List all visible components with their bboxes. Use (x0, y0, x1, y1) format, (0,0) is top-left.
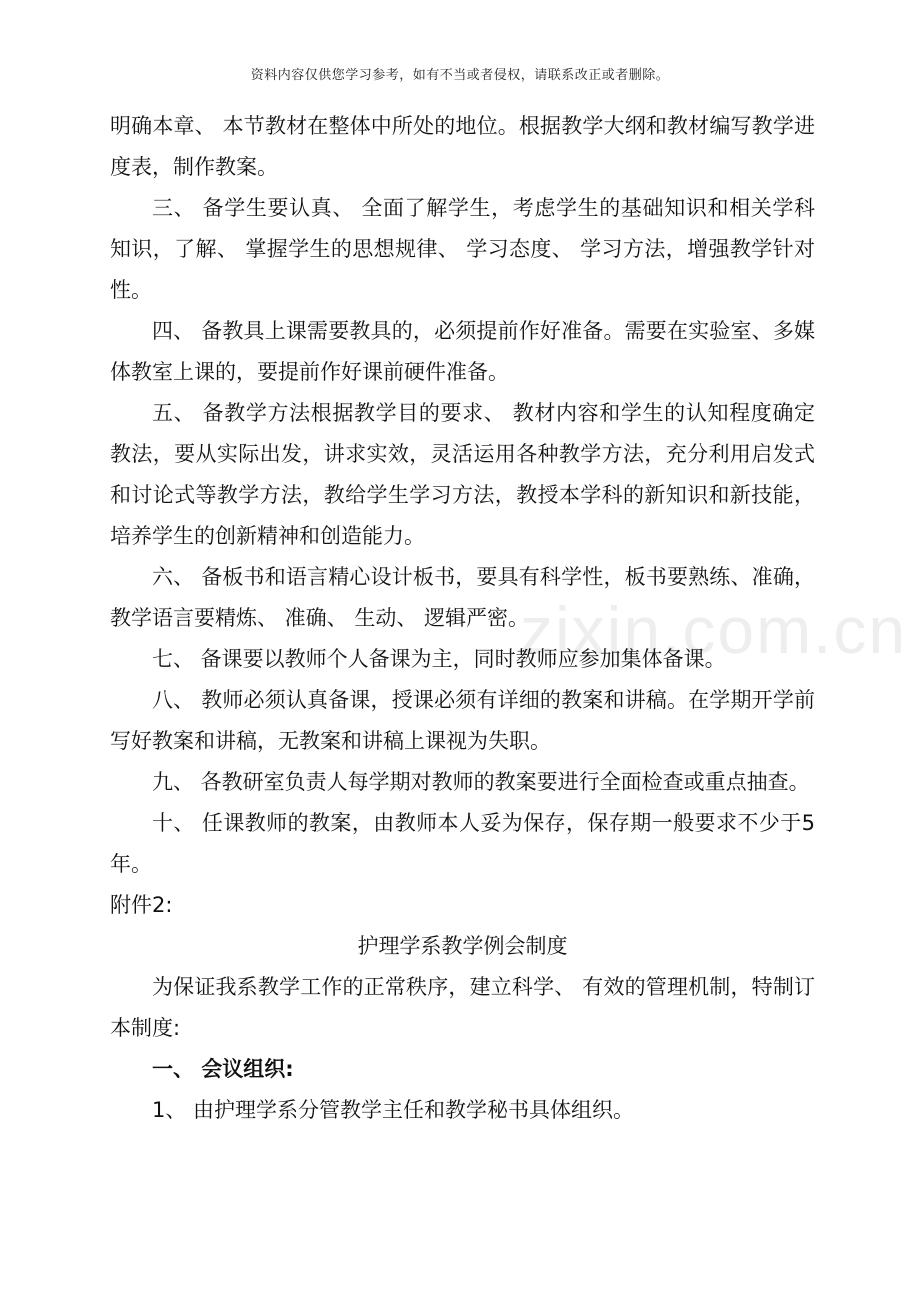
subheading-meeting-organization: 一、 会议组织: (152, 1057, 294, 1081)
paragraph-purpose: 为保证我系教学工作的正常秩序，建立科学、 有效的管理机制，特制订本制度: (110, 975, 815, 1040)
section-title: 护理学系教学例会制度 (357, 934, 568, 958)
header-disclaimer: 资料内容仅供您学习参考，如有不当或者侵权，请联系改正或者删除。 (250, 68, 670, 83)
paragraph-item-5: 五、 备教学方法根据教学目的要求、 教材内容和学生的认知程度确定教法，要从实际出发，讲求实效，灵活运用各种教学方法，充分利用启发式和讨论式等教学方法，教给学生学习方法，教授本学科的新知识和新技能，培养学生的创新精神和创造能力。 (110, 401, 815, 548)
paragraph-item-10: 十、 任课教师的教案，由教师本人妥为保存，保存期一般要求不少于5年。 (110, 811, 815, 876)
paragraph-intro: 明确本章、 本节教材在整体中所处的地位。根据教学大纲和教材编写教学进度表，制作教案。 (110, 114, 815, 179)
attachment-label: 附件2: (110, 893, 173, 917)
document-body (110, 106, 815, 1131)
watermark: zixin.com.cn (520, 593, 908, 667)
paragraph-item-6: 六、 备板书和语言精心设计板书，要具有科学性，板书要熟练、准确，教学语言要精炼、 准确、 生动、 逻辑严密。 (110, 565, 815, 630)
paragraph-organization-1: 1、 由护理学系分管教学主任和教学秘书具体组织。 (152, 1098, 635, 1122)
paragraph-item-9: 九、 各教研室负责人每学期对教师的教案要进行全面检查或重点抽查。 (152, 770, 810, 794)
paragraph-item-7: 七、 备课要以教师个人备课为主，同时教师应参加集体备课。 (152, 647, 726, 671)
paragraph-item-8: 八、 教师必须认真备课，授课必须有详细的教案和讲稿。在学期开学前写好教案和讲稿，无教案和讲稿上课视为失职。 (110, 688, 815, 753)
paragraph-item-3: 三、 备学生要认真、 全面了解学生，考虑学生的基础知识和相关学科知识，了解、 掌握学生的思想规律、 学习态度、 学习方法，增强教学针对性。 (110, 196, 815, 302)
paragraph-item-4: 四、 备教具上课需要教具的，必须提前作好准备。需要在实验室、多媒体教室上课的，要提前作好课前硬件准备。 (110, 319, 815, 384)
